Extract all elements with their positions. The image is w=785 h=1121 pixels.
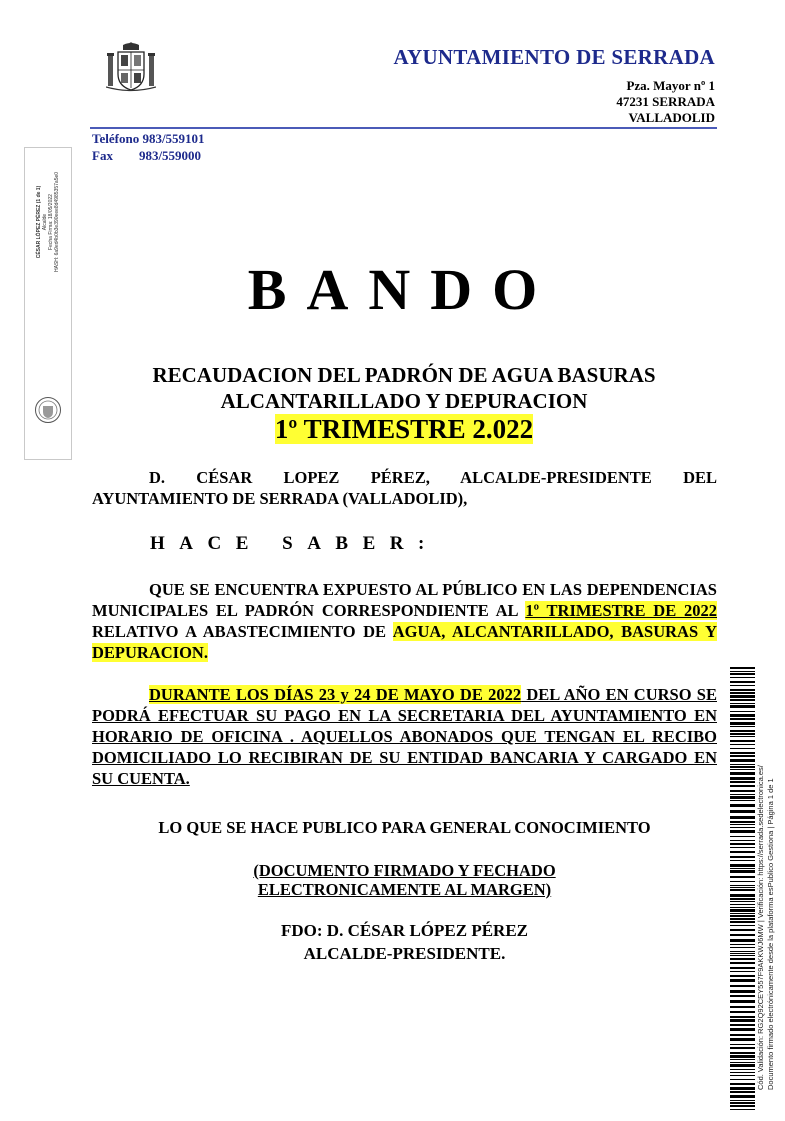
barcode-bar bbox=[730, 824, 755, 825]
intro-paragraph: D. CÉSAR LOPEZ PÉREZ, ALCALDE-PRESIDENTE DEL AYUNTAMIENTO DE SERRADA (VALLADOLID), bbox=[92, 468, 717, 508]
barcode-bar bbox=[730, 705, 755, 708]
announcement-text-a: QUE SE ENCUENTRA EXPUESTO AL PÚBLICO EN LAS DEPENDENCIAS MUNICIPALES EL PADRÓN CORRESPONDIENTE AL bbox=[92, 580, 717, 620]
barcode-bar bbox=[730, 827, 755, 828]
barcode-bar bbox=[730, 947, 755, 948]
barcode-bar bbox=[730, 934, 755, 936]
barcode-bar bbox=[730, 909, 755, 912]
barcode-bar bbox=[730, 740, 755, 742]
barcode-bar bbox=[730, 816, 755, 819]
barcode-bar bbox=[730, 755, 755, 757]
address-line-3: VALLADOLID bbox=[628, 110, 715, 125]
announcement-text-c: RELATIVO A ABASTECIMIENTO DE bbox=[92, 622, 393, 641]
signed-note-line-2: ELECTRONICAMENTE AL MARGEN) bbox=[257, 880, 552, 899]
barcode-bar bbox=[730, 1006, 755, 1008]
barcode-bar bbox=[730, 692, 755, 694]
barcode-bar bbox=[730, 759, 755, 762]
barcode-bar bbox=[730, 915, 755, 917]
stamp-hash: HASH: 6a9ed4b0b3e390eee8d4985357a5e0 bbox=[54, 171, 60, 273]
barcode-bar bbox=[730, 766, 755, 768]
barcode-bar bbox=[730, 958, 755, 960]
barcode-bar bbox=[730, 918, 755, 920]
barcode-bar bbox=[730, 851, 755, 853]
barcode-bar bbox=[730, 979, 755, 982]
barcode-bar bbox=[730, 1000, 755, 1003]
stamp-signer: CÉSAR LÓPEZ PÉREZ (1 de 1) bbox=[36, 185, 42, 259]
verification-platform-line: Documento firmado electrónicamente desde la plataforma esPublico Gestiona | Página 1 de 1 bbox=[766, 778, 775, 1090]
barcode-bar bbox=[730, 1069, 755, 1070]
barcode-bar bbox=[730, 821, 755, 823]
barcode-bar bbox=[730, 864, 755, 867]
barcode-bar bbox=[730, 681, 755, 683]
organization-name: AYUNTAMIENTO DE SERRADA bbox=[393, 45, 715, 69]
signature-name: FDO: D. CÉSAR LÓPEZ PÉREZ bbox=[281, 921, 528, 940]
barcode-bar bbox=[730, 733, 755, 735]
barcode-bar bbox=[730, 847, 755, 848]
barcode-bar bbox=[730, 1072, 755, 1073]
barcode-bar bbox=[730, 1047, 755, 1049]
barcode-bar bbox=[730, 1091, 755, 1093]
barcode-bar bbox=[730, 772, 755, 775]
barcode-bar bbox=[730, 794, 755, 795]
barcode-bar bbox=[730, 1044, 755, 1045]
coat-of-arms-icon bbox=[106, 42, 156, 94]
barcode-bar bbox=[730, 1087, 755, 1090]
barcode-bar bbox=[730, 1016, 755, 1018]
barcode-bar bbox=[730, 711, 755, 712]
barcode-bar bbox=[730, 1011, 755, 1013]
barcode-bar bbox=[730, 907, 755, 908]
barcode-bar bbox=[730, 953, 755, 954]
barcode-bar bbox=[730, 962, 755, 964]
barcode-bar bbox=[730, 1024, 755, 1026]
barcode-bar bbox=[730, 689, 755, 691]
barcode-bar bbox=[730, 913, 755, 914]
barcode-bar bbox=[730, 714, 755, 717]
barcode-bar bbox=[730, 1102, 755, 1104]
barcode-bar bbox=[730, 995, 755, 997]
payment-paragraph bbox=[92, 684, 717, 789]
barcode-bar bbox=[730, 889, 755, 891]
document-title: BANDO bbox=[247, 257, 558, 322]
barcode-bar bbox=[730, 881, 755, 882]
barcode-bar bbox=[730, 876, 755, 878]
signed-note-line-1: (DOCUMENTO FIRMADO Y FECHADO bbox=[253, 861, 556, 880]
signature-title: ALCALDE-PRESIDENTE. bbox=[303, 944, 506, 963]
barcode-bar bbox=[730, 856, 755, 858]
barcode-bar bbox=[730, 1059, 755, 1060]
barcode-bar bbox=[730, 1052, 755, 1054]
barcode-icon bbox=[730, 667, 755, 1110]
barcode-bar bbox=[730, 967, 755, 969]
barcode-bar bbox=[730, 985, 755, 987]
barcode-bar bbox=[730, 870, 755, 873]
announcement-paragraph bbox=[92, 579, 717, 663]
barcode-bar bbox=[730, 671, 755, 672]
barcode-bar bbox=[730, 703, 755, 704]
barcode-bar bbox=[730, 901, 755, 902]
stamp-date: Fecha Firma: 18/05/2022 bbox=[48, 194, 54, 250]
stamp-role: Alcalde bbox=[42, 213, 48, 231]
barcode-bar bbox=[730, 1055, 755, 1058]
barcode-bar bbox=[730, 764, 755, 765]
barcode-bar bbox=[730, 921, 755, 923]
barcode-bar bbox=[730, 1100, 755, 1101]
barcode-bar bbox=[730, 840, 755, 841]
header-divider bbox=[90, 127, 717, 129]
barcode-bar bbox=[730, 810, 755, 813]
hace-saber-heading: HACE SABER: bbox=[150, 533, 439, 554]
barcode-bar bbox=[730, 1064, 755, 1067]
barcode-bar bbox=[730, 781, 755, 783]
payment-text: DEL AÑO EN CURSO SE PODRÁ EFECTUAR SU PAGO EN LA SECRETARIA DEL AYUNTAMIENTO EN HORARIO DE OFICINA . AQUELLOS ABONADOS QUE TENGAN EL RECIBO DOMICILIADO LO RECIBIRAN DE SU ENTIDAD BANCARIA Y CARGADO EN SU CUENTA. bbox=[92, 685, 717, 788]
barcode-bar bbox=[730, 1019, 755, 1022]
payment-dates-highlight: DURANTE LOS DÍAS 23 y 24 DE MAYO DE 2022 bbox=[149, 685, 522, 704]
address-line-1: Pza. Mayor nº 1 bbox=[626, 78, 715, 93]
subtitle-line-1: RECAUDACION DEL PADRÓN DE AGUA BASURAS bbox=[152, 363, 656, 387]
barcode-bar bbox=[730, 790, 755, 792]
public-notice-line: LO QUE SE HACE PUBLICO PARA GENERAL CONOCIMIENTO bbox=[158, 818, 651, 837]
barcode-bar bbox=[730, 796, 755, 799]
barcode-bar bbox=[730, 955, 755, 956]
barcode-bar bbox=[730, 1083, 755, 1085]
barcode-bar bbox=[730, 699, 755, 701]
barcode-bar bbox=[730, 677, 755, 678]
verification-text bbox=[756, 670, 776, 1090]
barcode-bar bbox=[730, 929, 755, 931]
barcode-bar bbox=[730, 843, 755, 845]
barcode-bar bbox=[730, 748, 755, 749]
barcode-bar bbox=[730, 726, 755, 727]
barcode-bar bbox=[730, 695, 755, 698]
barcode-bar bbox=[730, 736, 755, 737]
barcode-bar bbox=[730, 898, 755, 900]
barcode-bar bbox=[730, 752, 755, 754]
barcode-bar bbox=[730, 885, 755, 886]
barcode-bar bbox=[730, 1028, 755, 1031]
barcode-bar bbox=[730, 685, 755, 686]
phone-number: Teléfono 983/559101 bbox=[92, 131, 205, 146]
barcode-bar bbox=[730, 887, 755, 888]
subtitle-line-2: ALCANTARILLADO Y DEPURACION bbox=[220, 389, 588, 413]
barcode-bar bbox=[730, 777, 755, 780]
barcode-bar bbox=[730, 990, 755, 993]
barcode-bar bbox=[730, 894, 755, 897]
barcode-bar bbox=[730, 939, 755, 942]
barcode-bar bbox=[730, 718, 755, 720]
verification-code-line: Cód. Validación: RG2Q92CEY557F9AKKWJ6MW | Verificación: https://serrada.sedelectronica.es/ bbox=[756, 765, 765, 1090]
barcode-bar bbox=[730, 769, 755, 770]
fax-number: Fax 983/559000 bbox=[92, 148, 202, 163]
trimester-highlight: 1º TRIMESTRE 2.022 bbox=[274, 414, 534, 444]
barcode-bar bbox=[730, 1105, 755, 1107]
barcode-bar bbox=[730, 1075, 755, 1076]
barcode-bar bbox=[730, 868, 755, 869]
barcode-bar bbox=[730, 1034, 755, 1036]
barcode-bar bbox=[730, 830, 755, 833]
barcode-bar bbox=[730, 804, 755, 807]
barcode-bar bbox=[730, 1109, 755, 1110]
barcode-bar bbox=[730, 971, 755, 972]
trimester-reference: 1º TRIMESTRE DE 2022 bbox=[525, 601, 717, 620]
barcode-bar bbox=[730, 836, 755, 837]
barcode-bar bbox=[730, 1038, 755, 1041]
subtitle-line-3 bbox=[0, 414, 785, 445]
barcode-bar bbox=[730, 944, 755, 945]
barcode-bar bbox=[730, 785, 755, 787]
services-highlight: AGUA, ALCANTARILLADO, BASURAS Y DEPURACION. bbox=[92, 622, 717, 662]
barcode-bar bbox=[730, 1095, 755, 1098]
barcode-bar bbox=[730, 730, 755, 732]
barcode-bar bbox=[730, 925, 755, 926]
barcode-bar bbox=[730, 951, 755, 952]
barcode-bar bbox=[730, 904, 755, 905]
barcode-bar bbox=[730, 722, 755, 725]
barcode-bar bbox=[730, 1079, 755, 1080]
barcode-bar bbox=[730, 667, 755, 669]
barcode-bar bbox=[730, 975, 755, 977]
barcode-bar bbox=[730, 800, 755, 801]
barcode-bar bbox=[730, 673, 755, 675]
barcode-bar bbox=[730, 744, 755, 745]
barcode-bar bbox=[730, 1062, 755, 1063]
barcode-bar bbox=[730, 860, 755, 861]
address-line-2: 47231 SERRADA bbox=[616, 94, 715, 109]
